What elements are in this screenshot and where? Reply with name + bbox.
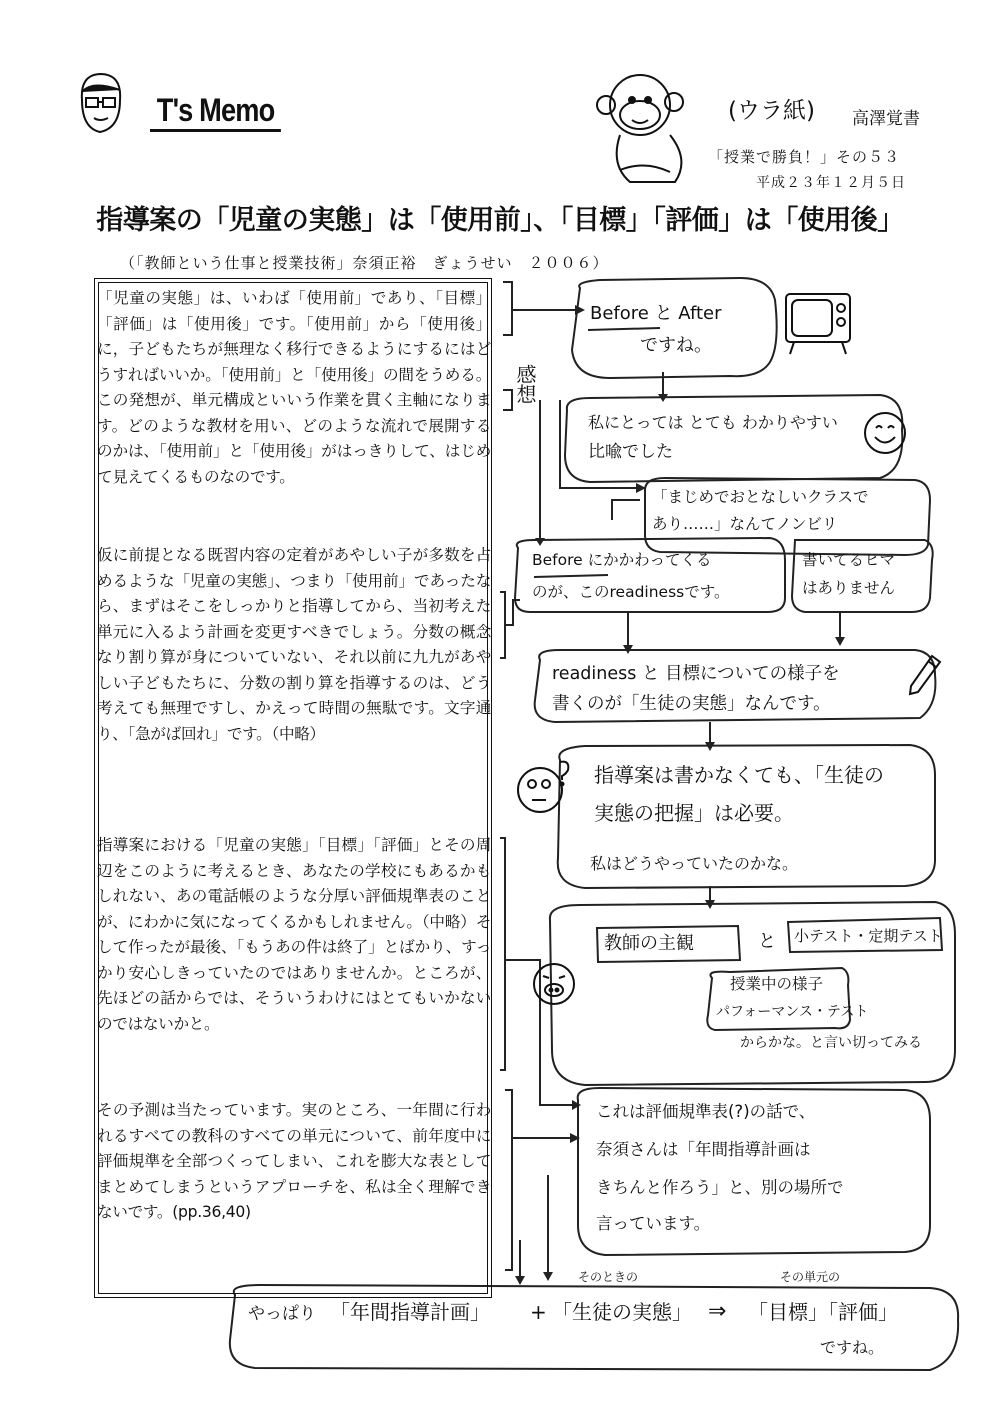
final-state-small: そのときの <box>578 1270 639 1284</box>
note-and: と <box>758 931 776 952</box>
note-criteria-line2: 奈須さんは「年間指導計画は <box>596 1140 811 1159</box>
note-easy-line1: 私にとっては とても わかりやすい <box>588 413 838 432</box>
kanso-label: 感想 <box>513 364 537 404</box>
note-majime-line2: あり……」なんてノンビリ <box>652 515 838 533</box>
final-plus: + <box>530 1300 547 1324</box>
final-goal: 「目標」「評価」 <box>748 1300 898 1324</box>
series-label: 「授業で勝負！」その５３ <box>708 148 901 166</box>
pencil-icon <box>904 652 944 698</box>
quote-paragraph-2: 仮に前提となる既習内容の定着があやしい子が多数を占めるような「児童の実態」、つまり「使用前」であったなら、まずはそこをしっかりと指導してから、当初考えた単元に入るよう計画を変更すべきでしょう。分数の概念なり割り算が身についていない、それ以前に九九があやしい子どもたちに、分数の割り算を指導するのは、どう考えても無理ですし、かえって時間の無駄です。文字通り、「急がば回れ」です。（中略） <box>97 546 491 743</box>
final-state: 「生徒の実態」 <box>552 1300 692 1324</box>
quote-paragraph-1: 「児童の実態」は、いわば「使用前」であり、「目標」「評価」は「使用後」です。「使用前」から「使用後」に，子どもたちが無理なく移行できるようにするにはどうすればいいか。「使用前」と「使用後」の間をうめる。この発想が、単元構成といいう作業を貫く主軸になります。どのような教材を用い、どのような流れで展開するのかは、「使用前」と「使用後」がはっきりして、はじめて見えてくるものなのです。 <box>97 289 491 486</box>
page-title: 指導案の「児童の実態」は「使用前」、「目標」「評価」は「使用後」 <box>96 205 904 236</box>
final-arrow: ⇒ <box>708 1299 727 1324</box>
note-majime-line1: 「まじめでおとなしいクラスで <box>652 488 869 506</box>
monkey-icon <box>590 60 700 190</box>
note-readiness-line2: のが、このreadinessです。 <box>532 583 730 601</box>
author-face-icon <box>72 70 128 136</box>
pig-face-icon <box>530 960 578 1008</box>
urashi-label: (ウラ紙) <box>728 98 815 124</box>
tv-icon <box>782 288 856 358</box>
note-grasp-line2: 実態の把握」は必要。 <box>594 801 794 825</box>
note-criteria-line1: これは評価規準表(?)の話で、 <box>596 1102 816 1121</box>
smile-face-icon <box>862 410 908 456</box>
note-karakana: からかな。と言い切ってみる <box>740 1035 922 1051</box>
source-citation: （「教師という仕事と授業技術」奈須正裕 ぎょうせい ２００６） <box>120 254 609 272</box>
note-easy-line2: 比喩でした <box>588 442 673 462</box>
quote-paragraph-4: その予測は当たっています。実のところ、一年間に行われるすべての教科のすべての単元について、前年度中に評価規準を全部つくってしまい、これを膨大な表としてまとめてしまうというアプローチを、私は全く理解できないです。(pp.36,40) <box>97 1101 491 1221</box>
date-label: 平成２３年１２月５日 <box>756 175 906 191</box>
note-grasp-line3: 私はどうやっていたのかな。 <box>590 854 799 873</box>
thinking-face-icon <box>514 756 576 816</box>
note-before-after-line1: Before と After <box>590 303 722 324</box>
note-grasp-line1: 指導案は書かなくても、「生徒の <box>594 763 884 787</box>
note-tests: 小テスト・定期テスト <box>794 927 943 945</box>
final-plan: 「年間指導計画」 <box>330 1300 490 1324</box>
note-majime-line4: はありません <box>802 579 896 597</box>
final-goal-small: その単元の <box>780 1270 841 1284</box>
note-class-line1: 授業中の様子 <box>730 975 824 993</box>
note-criteria-line3: きちんと作ろう」と、別の場所で <box>596 1178 844 1197</box>
note-state-line1: readiness と 目標についての様子を <box>552 664 840 684</box>
author-label: 高澤覚書 <box>852 109 920 129</box>
final-end: ですね。 <box>820 1338 885 1357</box>
memo-logo: T's Memo <box>150 92 281 132</box>
note-criteria-line4: 言っています。 <box>596 1214 711 1233</box>
note-before-after-line2: ですね。 <box>640 335 712 356</box>
quote-paragraph-3: 指導案における「児童の実態」「目標」「評価」とその周辺をこのように考えるとき、あなたの学校にもあるかもしれない、あの電話帳のような分厚い評価規準表のことが、にわかに気になってくるかもしれません。（中略）そして作ったが最後、「もうあの件は終了」とばかり、すっかり安心しきっていたのではありませんか。ところが、先ほどの話からでは、そういうわけにはとてもいかないのではないかと。 <box>97 836 491 1033</box>
note-readiness-line1: Before にかかわってくる <box>532 551 712 569</box>
note-state-line2: 書くのが「生徒の実態」なんです。 <box>552 694 831 714</box>
note-teacher: 教師の主観 <box>604 933 694 954</box>
note-class-line2: パフォーマンス・テスト <box>716 1004 869 1020</box>
note-majime-line3: 書いてるヒマ <box>802 551 896 569</box>
final-prefix: やっぱり <box>248 1304 316 1324</box>
